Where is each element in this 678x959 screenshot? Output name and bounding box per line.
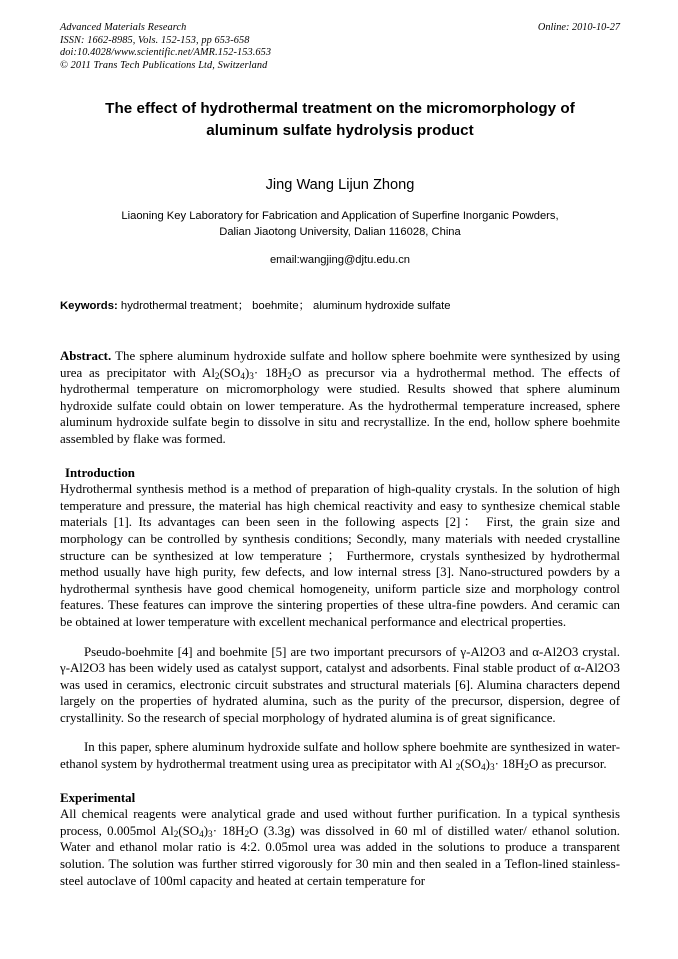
formula3-so-open: (SO — [178, 823, 200, 838]
formula2-so-open: (SO — [460, 757, 481, 772]
introduction-paragraph-3 — [60, 739, 620, 772]
introduction-body — [60, 481, 620, 773]
keywords-value: hydrothermal treatment； boehmite； aluminum hydroxide sulfate — [120, 300, 451, 312]
experimental-body — [60, 806, 620, 889]
formula2-subscript-4: 4 — [481, 763, 486, 774]
formula3-oxygen: O — [249, 823, 259, 838]
formula3-hydrate: · 18H — [212, 823, 245, 838]
keywords-label: Keywords: — [60, 300, 118, 312]
author-email: email:wangjing@djtu.edu.cn — [269, 254, 411, 266]
journal-online-date: Online: 2010-10-27 — [537, 22, 620, 33]
chemical-formula-alum-sulfate-3 — [161, 824, 259, 838]
chemical-formula-alum-sulfate — [215, 366, 301, 380]
affiliation-line-2: Dalian Jiaotong University, Dalian 116028, China — [219, 226, 461, 238]
section-heading-experimental: Experimental — [60, 790, 136, 805]
formula2-hydrate: · 18H — [494, 757, 525, 772]
introduction-paragraph-3-part-2: as precursor. — [538, 757, 607, 772]
formula2-oxygen: O — [528, 757, 539, 772]
journal-header — [60, 22, 620, 84]
abstract-text-part-2: as precursor via a hydrothermal method. The effects of hydrothermal temperature on micromorphology were studied. Results showed that sphere aluminum hydroxide sulfate could obtain on lower temperature. As the hydrothermal temperature increased, sphere aluminum hydroxide sulfate begin to dissolve in situ and recrystallize. In the end, hollow sphere boehmite assembled by flake was formed. — [60, 365, 620, 446]
abstract-block — [60, 348, 620, 448]
formula-subscript-2: 2 — [214, 371, 220, 382]
experimental-paragraph-1 — [60, 806, 620, 889]
formula-subscript-3: 3 — [249, 371, 254, 382]
formula3-subscript-4: 4 — [199, 829, 204, 840]
affiliation-line-1: Liaoning Key Laboratory for Fabrication and Application of Superfine Inorganic Powders, — [121, 210, 559, 222]
formula3-al: Al — [160, 823, 174, 838]
formula2-subscript-2: 2 — [455, 763, 461, 774]
abstract-paragraph — [60, 348, 620, 448]
formula3-paren-close: ) — [203, 823, 209, 838]
section-heading-introduction: Introduction — [65, 465, 135, 480]
author-list: Jing Wang Lijun Zhong — [265, 177, 415, 193]
introduction-paragraph-2: Pseudo-boehmite [4] and boehmite [5] are two important precursors of γ-Al2O3 and α-Al2O3 crystal. γ-Al2O3 has been widely used as catalyst support, catalyst and adsorbents. Final stable product of α-Al2O3 was used in ceramics, electronic circuit substrates and structural materials [6]. Alumina characters depend largely on the properties of hydrated alumina, such as the purity of the precursor, dispersion, degree of crystallinity. So the research of special morphology of hydrated alumina is of great significance. — [60, 644, 620, 725]
journal-copyright-line: © 2011 Trans Tech Publications Ltd, Switzerland — [60, 59, 268, 71]
journal-header-left — [60, 22, 620, 72]
formula-subscript-4: 4 — [240, 371, 245, 382]
journal-issn-line: ISSN: 1662-8985, Vols. 152-153, pp 653-658 — [60, 34, 250, 46]
experimental-paragraph-1-part-2: (3.3g) was dissolved in 60 ml of distilled water/ ethanol solution. Water and ethanol molar ratio is 4:2. 0.05mol urea was added in the solutions to produce a transparent solution. The solution was further stirred vigorously for 30 min and then sealed in a Teflon-lined stainless-steel autoclave of 100ml capacity and heated at certain temperature for — [60, 823, 620, 888]
abstract-text-part-1: The sphere aluminum hydroxide sulfate and hollow sphere boehmite were synthesized by using urea as precipitator with Al — [60, 349, 620, 380]
keywords-line — [60, 298, 620, 314]
formula2-subscript-2b: 2 — [524, 763, 529, 774]
formula-hydrate: · 18H — [253, 365, 288, 380]
chemical-formula-alum-sulfate-2 — [455, 757, 539, 774]
journal-name: Advanced Materials Research — [60, 22, 187, 33]
abstract-label: Abstract. — [60, 349, 112, 363]
formula-subscript-2b: 2 — [287, 371, 292, 382]
experimental-paragraph-1-part-1: All chemical reagents were analytical grade and used without further purification. In a typical synthesis process, 0.005mol — [60, 807, 620, 838]
formula-oxygen: O — [291, 365, 302, 380]
formula-paren-close: ) — [244, 365, 250, 380]
introduction-paragraph-1: Hydrothermal synthesis method is a method of preparation of high-quality crystals. In the solution of high temperature and pressure, the material has high chemical reactivity and easy to synthesize chemical stable materials [1]. Its advantages can been seen in the following aspects [2]： First, the grain size and morphology can be controlled by synthesis conditions; Secondly, many materials with needed crystalline structure can be synthesized at low temperature ； Furthermore, crystals synthesized by hydrothermal method usually have high purity, few defects, and low internal stress [3]. Nano-structured powders by a hydrothermal synthesis have good chemical homogeneity, uniform particle size and morphology control features. These features can improve the sintering properties of these ultra-fine powders. And ceramic can be obtained at lower temperature with excellent mechanical performance and electrical properties. — [60, 482, 620, 629]
formula2-subscript-3: 3 — [489, 763, 495, 774]
introduction-paragraph-3-part-1: In this paper, sphere aluminum hydroxide sulfate and hollow sphere boehmite are synthesized in water-ethanol system by hydrothermal treatment using urea as precipitator with Al — [60, 740, 620, 772]
affiliation — [60, 208, 620, 240]
formula3-subscript-2b: 2 — [244, 829, 250, 840]
journal-doi-line: doi:10.4028/www.scientific.net/AMR.152-153.653 — [60, 47, 272, 59]
formula2-paren-close: ) — [485, 757, 490, 772]
formula3-subscript-2: 2 — [173, 829, 179, 840]
formula3-subscript-3: 3 — [208, 829, 213, 840]
formula-so-open: (SO — [219, 365, 241, 380]
page-title: The effect of hydrothermal treatment on the micromorphology of aluminum sulfate hydrolysis product — [105, 100, 575, 139]
